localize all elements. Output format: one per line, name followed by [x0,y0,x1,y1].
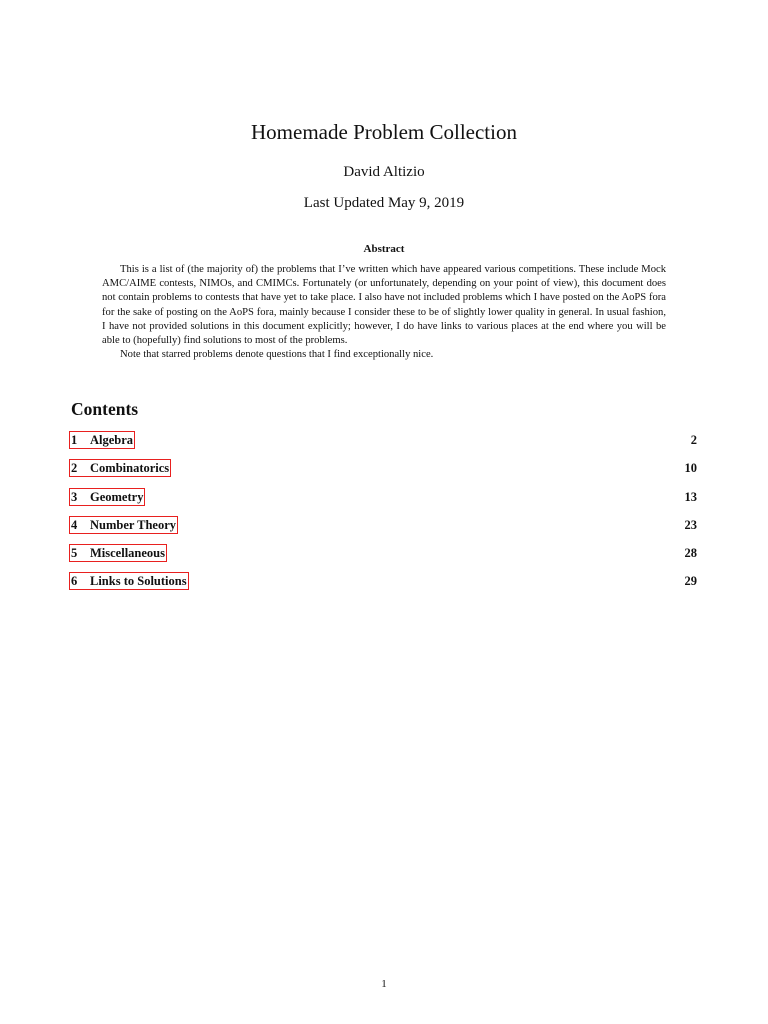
document-date: Last Updated May 9, 2019 [303,195,465,211]
page-number: 1 [381,978,387,990]
toc-section-number: 2 [71,461,78,476]
toc-section-label: Combinatorics [90,461,170,476]
toc-section-number: 6 [71,574,78,589]
document-title: Homemade Problem Collection [251,120,517,144]
toc-section-label: Number Theory [90,517,176,532]
toc-section-label: Geometry [90,489,144,504]
abstract-paragraph: Note that starred problems denote questions that I find exceptionally nice. [120,349,434,361]
document-author: David Altizio [343,164,425,180]
toc-row-algebra [69,431,699,459]
toc-section-label: Links to Solutions [90,574,187,589]
toc-page-number: 28 [684,546,697,561]
toc-link-algebra[interactable] [69,431,135,449]
toc-link-links-to-solutions[interactable] [69,572,189,590]
toc-row-miscellaneous [69,544,699,572]
toc-link-miscellaneous[interactable] [69,544,167,562]
toc-section-label: Miscellaneous [90,546,165,561]
table-of-contents [69,431,699,601]
toc-page-number: 10 [684,461,697,476]
toc-row-number-theory [69,516,699,544]
toc-page-number: 23 [684,517,697,532]
abstract-heading: Abstract [363,243,405,255]
abstract-body [102,263,666,362]
contents-heading: Contents [71,399,139,419]
toc-link-number-theory[interactable] [69,516,178,534]
toc-row-links-to-solutions [69,572,699,600]
toc-page-number: 29 [684,574,697,589]
toc-page-number: 13 [684,489,697,504]
toc-section-number: 3 [71,489,78,504]
toc-row-geometry [69,488,699,516]
toc-link-geometry[interactable] [69,488,145,506]
toc-section-number: 4 [71,517,78,532]
toc-row-combinatorics [69,459,699,487]
toc-page-number: 2 [690,433,697,447]
toc-section-number: 1 [71,433,78,447]
toc-section-number: 5 [71,546,78,561]
toc-link-combinatorics[interactable] [69,459,171,477]
toc-section-label: Algebra [90,433,134,447]
abstract-paragraph: This is a list of (the majority of) the problems that I’ve written which have appeared various competitions. These include Mock AMC/AIME contests, NIMOs, and CMIMCs. Fortunately (or unfortunately, depending on your point of view), this document does not contain problems to contests that have yet to take place. I also have not included problems which I have posted on the AoPS fora for the sake of posting on the AoPS fora, mainly because I consider these to be of slightly lower quality in general. In usual fashion, I have not provided solutions in this document explicitly; however, I do have links to various places at the end where you will be able to (hopefully) find solutions to most of the problems. [102,264,666,347]
